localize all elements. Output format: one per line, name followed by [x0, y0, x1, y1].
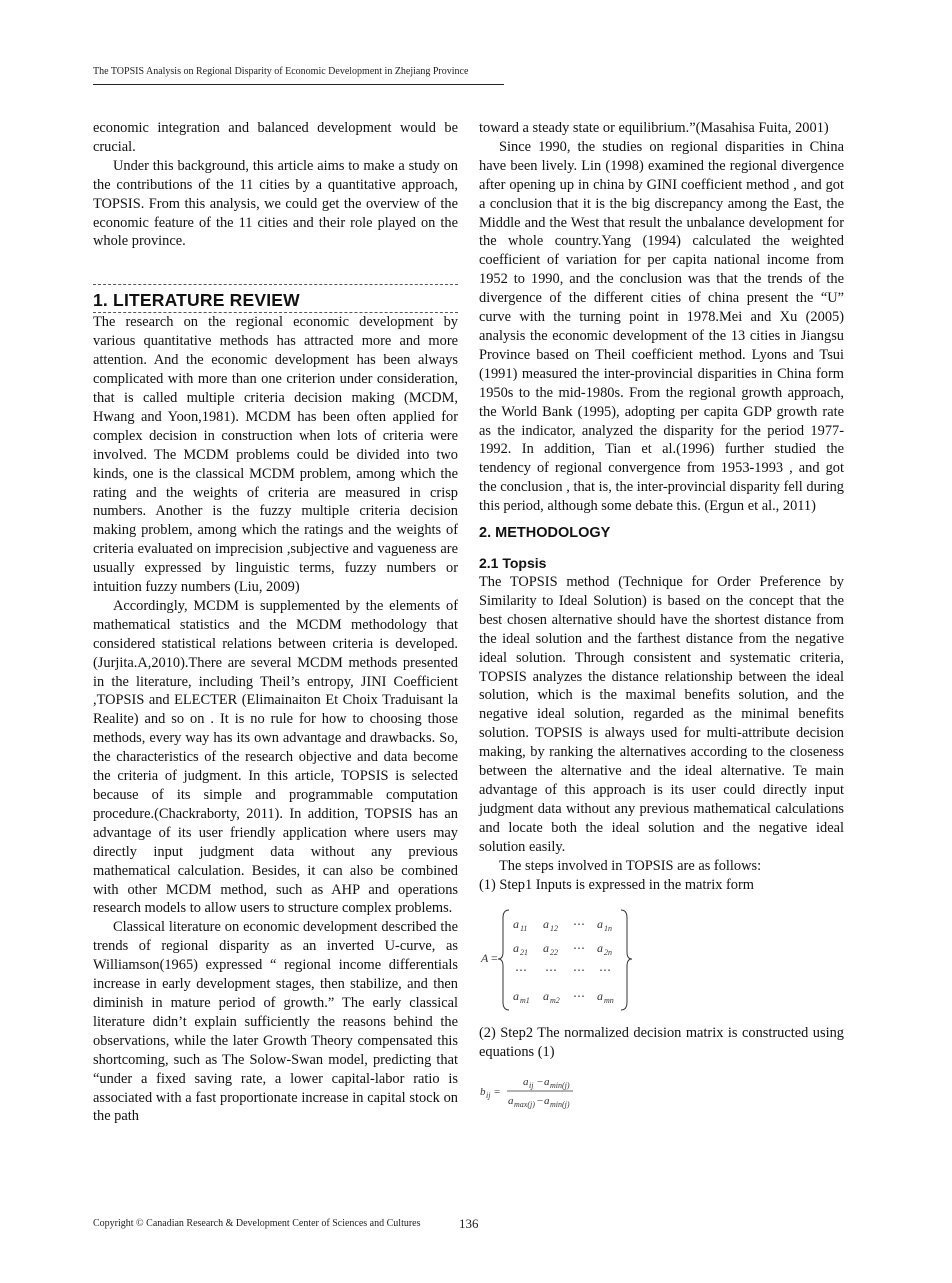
cell-dots-r3c3: ⋯ — [573, 963, 585, 978]
paragraph-steps: The steps involved in TOPSIS are as follows: — [499, 857, 762, 874]
section-heading-methodology: 2. METHODOLOGY — [479, 525, 611, 542]
cell-a11: a — [513, 917, 519, 932]
step2-text: (2) Step2 The normalized decision matrix is constructed using equations (1) — [479, 1025, 844, 1061]
paragraph-research: The research on the regional economic development by various quantitative methods has attracted more and more attention. And the economic development has been always complicated with more than one criterion under consideration, that is called multiple criteria decision making (MCDM, Hwang and Yoon,1981). MCDM has been often applied for complex decision in construction when lots of criteria were involved. The MCDM problems could be divided into two kinds, one is the classical MCDM problem, among which the rating and the weights of criteria are measured in crisp numbers. Another is the fuzzy multiple criteria decision making problem, among which the ratings and the weights of criteria evaluated on imprecision ,subjective and vagueness are usually expressed by linguistic terms, fuzzy numbers or intuition fuzzy numbers (Liu, 2009) — [93, 314, 458, 596]
right-brace — [621, 910, 632, 1010]
cell-a2n: a — [597, 941, 603, 956]
cell-a11-sub: 11 — [520, 924, 528, 934]
normalization-equation — [479, 1070, 844, 1112]
cell-dots-r3c1: ⋯ — [515, 963, 527, 978]
paragraph-topsis: The TOPSIS method (Technique for Order Preference by Similarity to Ideal Solution) is based on the concept that the best chosen alternative should have the shortest distance from the ideal solution and the farthest distance from the negative ideal solution. Through consistent and systematic criteria, TOPSIS analyzes the distance relationship between the ideal solution, which is the maximal benefits solution, and the negative ideal solution, regarded as the minimal benefits solution. TOPSIS is always used for multi-attribute decision making, by ranking the alternatives according to the closeness between the alternative and the ideal alternative. Te main advantage of this approach is its user could directly input judgment data without any previous mathematical calculations and locate both the ideal solution and the negative ideal solution easily. — [479, 574, 844, 855]
matrix-equals: = — [491, 951, 498, 966]
paragraph-background: Under this background, this article aims to make a study on the contributions of the 11 cities by a quantitative approach, TOPSIS. From this analysis, we could get the overview of the economic feature of the 11 cities and their role played on the whole province. — [93, 157, 458, 250]
header-rule — [93, 84, 504, 85]
cell-a21-sub: 21 — [520, 948, 528, 958]
cell-am1-sub: m1 — [520, 996, 530, 1006]
left-column — [93, 119, 458, 1126]
cell-a12: a — [543, 917, 549, 932]
step1-text: (1) Step1 Inputs is expressed in the matrix form — [479, 876, 754, 893]
norm-num-b-sub: min(j) — [550, 1081, 570, 1091]
norm-equals: = — [494, 1086, 501, 1099]
paragraph-continuation-right: toward a steady state or equilibrium.”(Masahisa Fuita, 2001) — [479, 120, 829, 136]
paragraph-continuation: economic integration and balanced development would be crucial. — [93, 120, 458, 155]
paragraph-accordingly: Accordingly, MCDM is supplemented by the elements of mathematical statistics and the MCDM methodology that considered statistical relations between criteria is developed.(Jurjita.A,2010).There are several MCDM methods presented in the literature, including Theil’s entropy, JINI Coefficient ,TOPSIS and ELECTER (Elimainaiton Et Choix Traduisant la Realite) and so on . It is no rule for how to choosing those methods, every way has its own advantage and drawbacks. So, the characteristics of the research objective and data become the criteria of judgment. In this article, TOPSIS is selected because of its simple and programmable computation procedure.(Chackraborty, 2011). In addition, TOPSIS has an advantage of its user friendly application where users may directly input judgment data without any previous mathematical calculation. Besides, it can also be combined with other MCDM method, such as AHP and operations research models to allow users to structure complex problems. — [93, 597, 458, 917]
cell-amn: a — [597, 989, 603, 1004]
matrix-equation — [479, 904, 844, 1016]
normalization-equation-graphic — [479, 1070, 589, 1112]
norm-lhs-sub: ij — [486, 1091, 491, 1101]
norm-num-b: a — [544, 1076, 550, 1089]
norm-num-minus: − — [537, 1076, 544, 1089]
cell-am1: a — [513, 989, 519, 1004]
norm-num-a-sub: ij — [529, 1081, 534, 1091]
norm-den-a-sub: max(j) — [514, 1100, 535, 1110]
norm-den-b: a — [544, 1095, 550, 1108]
norm-lhs-b: b — [480, 1086, 486, 1099]
section-heading-literature-review: 1. LITERATURE REVIEW — [93, 290, 300, 311]
cell-a2n-sub: 2n — [604, 948, 612, 958]
section-divider-top — [93, 284, 458, 285]
matrix-equation-graphic — [479, 904, 649, 1014]
subsection-heading-topsis: 2.1 Topsis — [479, 555, 547, 572]
paragraph-classical: Classical literature on economic development described the trends of regional disparity as an inverted U-curve, as Williamson(1965) expressed “ regional income differentials increase in early development stages, then stabilize, and then diminish in mature period of growth.” The early classical literature didn’t explain sufficiently the reasons behind the observations, while the later Growth Theory compensated this shortcoming, such as The Solow-Swan model, predicting that “under a fixed saving rate, a lower capital-labor ratio is associated with a fast proportionate increase in capital stock on the path — [93, 919, 458, 1125]
cell-amn-sub: mn — [604, 996, 614, 1006]
footer-copyright: Copyright © Canadian Research & Development Center of Sciences and Cultures — [93, 1218, 421, 1229]
cell-dots-r3c4: ⋯ — [599, 963, 611, 978]
cell-a21: a — [513, 941, 519, 956]
cell-a22-sub: 22 — [550, 948, 558, 958]
paragraph-since-1990: Since 1990, the studies on regional disparities in China have been lively. Lin (1998) examined the regional divergence after opening up in china by GINI coefficient method , and got a conclusion that it is the big discrepancy among the East, the Middle and the West that result the unbalance development for the whole country.Yang (1994) calculated the weighted coefficient of variation for per capita national income from 1952 to 1990, and the conclusion was that the trends of the divergence of the different cities of china present the “U” curve with the turning point in 1978.Mei and Xu (2005) analysis the economic development of the 13 cities in Jiangsu Province based on Theil coefficient method. Lyons and Tsui (1991) measured the inter-provincial disparities in China form 1950s to the mid-1980s. From the regional growth approach, the World Bank (1995), adopting per capita GDP growth rate as the indicator, analyzed the disparity for the period 1977-1992. In addition, Tian et al.(1996) further studied the tendency of regional convergence from 1953-1993 , and got the conclusion , that is, the inter-provincial disparity fell during this period, although some debate this. (Ergun et al., 2011) — [479, 138, 844, 515]
norm-den-minus: − — [537, 1095, 544, 1108]
cell-am2: a — [543, 989, 549, 1004]
right-column — [479, 119, 844, 1112]
matrix-lhs: A — [481, 951, 489, 966]
cell-dots-r3c2: ⋯ — [545, 963, 557, 978]
norm-num-a: a — [523, 1076, 529, 1089]
cell-dots-row2: ⋯ — [573, 941, 585, 956]
norm-den-a: a — [508, 1095, 514, 1108]
cell-dots-row1: ⋯ — [573, 917, 585, 932]
norm-den-b-sub: min(j) — [550, 1100, 570, 1110]
cell-a1n-sub: 1n — [604, 924, 612, 934]
page-number: 136 — [459, 1216, 479, 1231]
cell-dots-row4: ⋯ — [573, 989, 585, 1004]
cell-a12-sub: 12 — [550, 924, 558, 934]
cell-a22: a — [543, 941, 549, 956]
cell-a1n: a — [597, 917, 603, 932]
left-brace — [498, 910, 509, 1010]
cell-am2-sub: m2 — [550, 996, 560, 1006]
running-header: The TOPSIS Analysis on Regional Disparity of Economic Development in Zhejiang Province — [93, 66, 469, 77]
